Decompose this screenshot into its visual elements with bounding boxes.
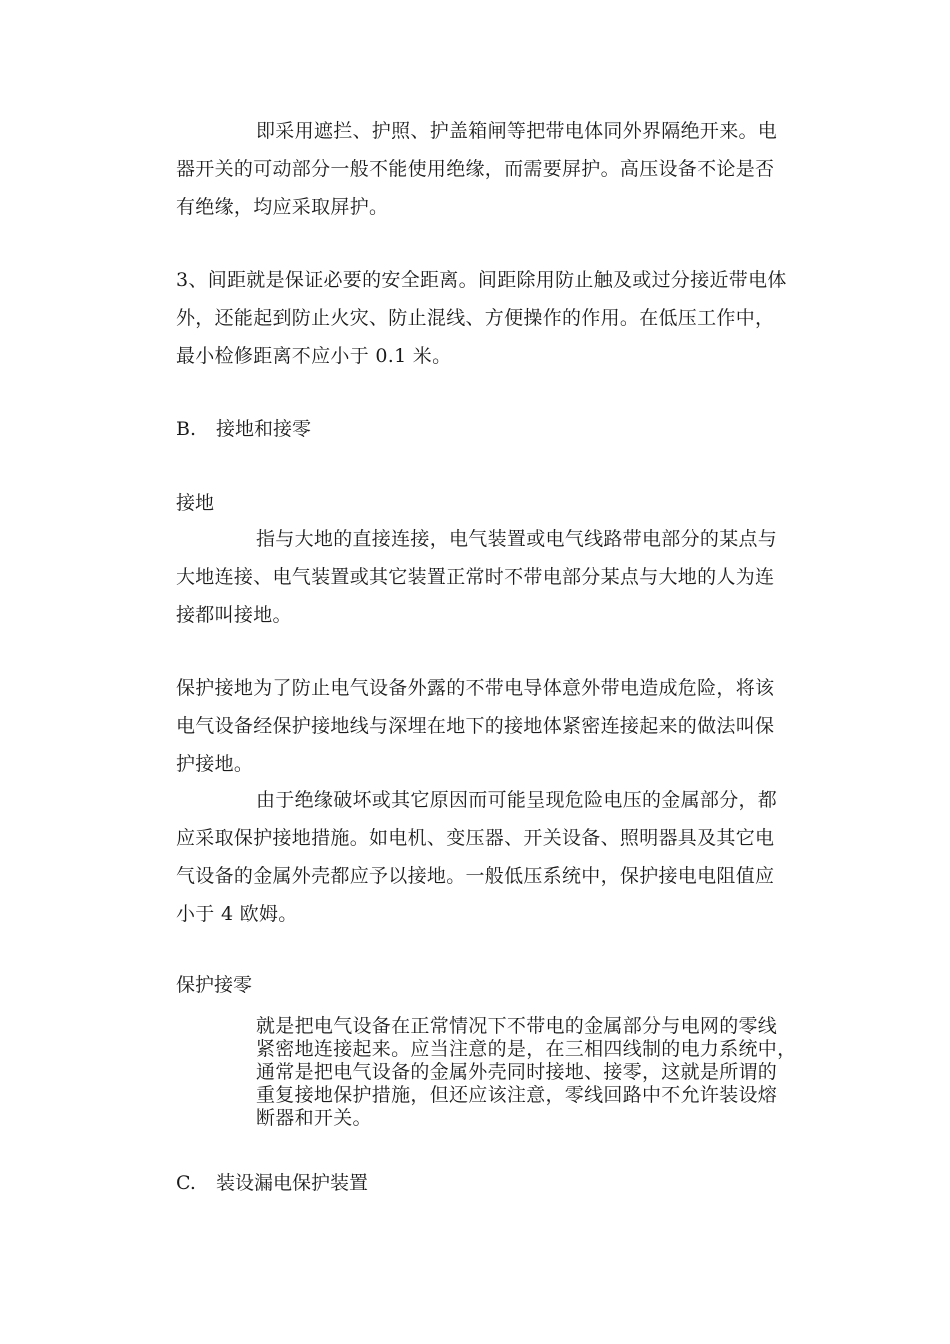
text-line: 器开关的可动部分一般不能使用绝缘，而需要屏护。高压设备不论是否: [176, 158, 775, 180]
subheading-text: 接地: [176, 492, 215, 514]
text-line: 紧密地连接起来。应当注意的是，在三相四线制的电力系统中，: [256, 1038, 797, 1060]
text-line: 接都叫接地。: [176, 604, 292, 626]
paragraph-grounding-definition: [176, 520, 777, 634]
subheading-protective-neutral: [176, 970, 252, 1000]
text-line: 由于绝缘破坏或其它原因而可能呈现危险电压的金属部分，都: [256, 789, 778, 811]
text-line: 就是把电气设备在正常情况下不带电的金属部分与电网的零线: [256, 1015, 778, 1037]
paragraph-shielding: [176, 112, 777, 226]
text-line: 大地连接、电气装置或其它装置正常时不带电部分某点与大地的人为连: [176, 566, 775, 588]
text-line: 最小检修距离不应小于 0.1 米。: [176, 345, 452, 367]
text-line: 护接地。: [176, 753, 254, 775]
paragraph-protective-grounding: [176, 669, 774, 783]
section-marker: C.: [176, 1172, 196, 1194]
text-line: 即采用遮拦、护照、护盖箱闸等把带电体同外界隔绝开来。电: [256, 120, 778, 142]
text-line: 通常是把电气设备的金属外壳同时接地、接零，这就是所谓的: [256, 1061, 778, 1083]
section-title: 接地和接零: [216, 418, 312, 440]
text-line: 有绝缘，均应采取屏护。: [176, 196, 389, 218]
subheading-grounding: [176, 488, 214, 518]
text-line: 气设备的金属外壳都应予以接地。一般低压系统中，保护接电电阻值应: [176, 865, 775, 887]
paragraph-protective-neutral: [256, 1015, 796, 1130]
section-heading-b: [176, 414, 311, 444]
text-line: 指与大地的直接连接，电气装置或电气线路带电部分的某点与: [256, 528, 778, 550]
text-line: 外，还能起到防止火灾、防止混线、方便操作的作用。在低压工作中，: [176, 307, 775, 329]
paragraph-protective-grounding-measures: [176, 781, 777, 933]
subheading-text: 保护接零: [176, 974, 253, 996]
text-line: 小于 4 欧姆。: [176, 903, 298, 925]
section-title: 装设漏电保护装置: [216, 1172, 369, 1194]
text-line: 重复接地保护措施，但还应该注意，零线回路中不允许装设熔: [256, 1084, 778, 1106]
text-line: 断器和开关。: [256, 1107, 372, 1129]
section-heading-c: [176, 1168, 368, 1198]
paragraph-spacing: [176, 261, 787, 375]
text-line: 保护接地为了防止电气设备外露的不带电导体意外带电造成危险，将该: [176, 677, 775, 699]
text-line: 电气设备经保护接地线与深埋在地下的接地体紧密连接起来的做法叫保: [176, 715, 775, 737]
text-line: 3、间距就是保证必要的安全距离。间距除用防止触及或过分接近带电体: [176, 269, 787, 291]
section-marker: B.: [176, 418, 197, 440]
text-line: 应采取保护接地措施。如电机、变压器、开关设备、照明器具及其它电: [176, 827, 775, 849]
